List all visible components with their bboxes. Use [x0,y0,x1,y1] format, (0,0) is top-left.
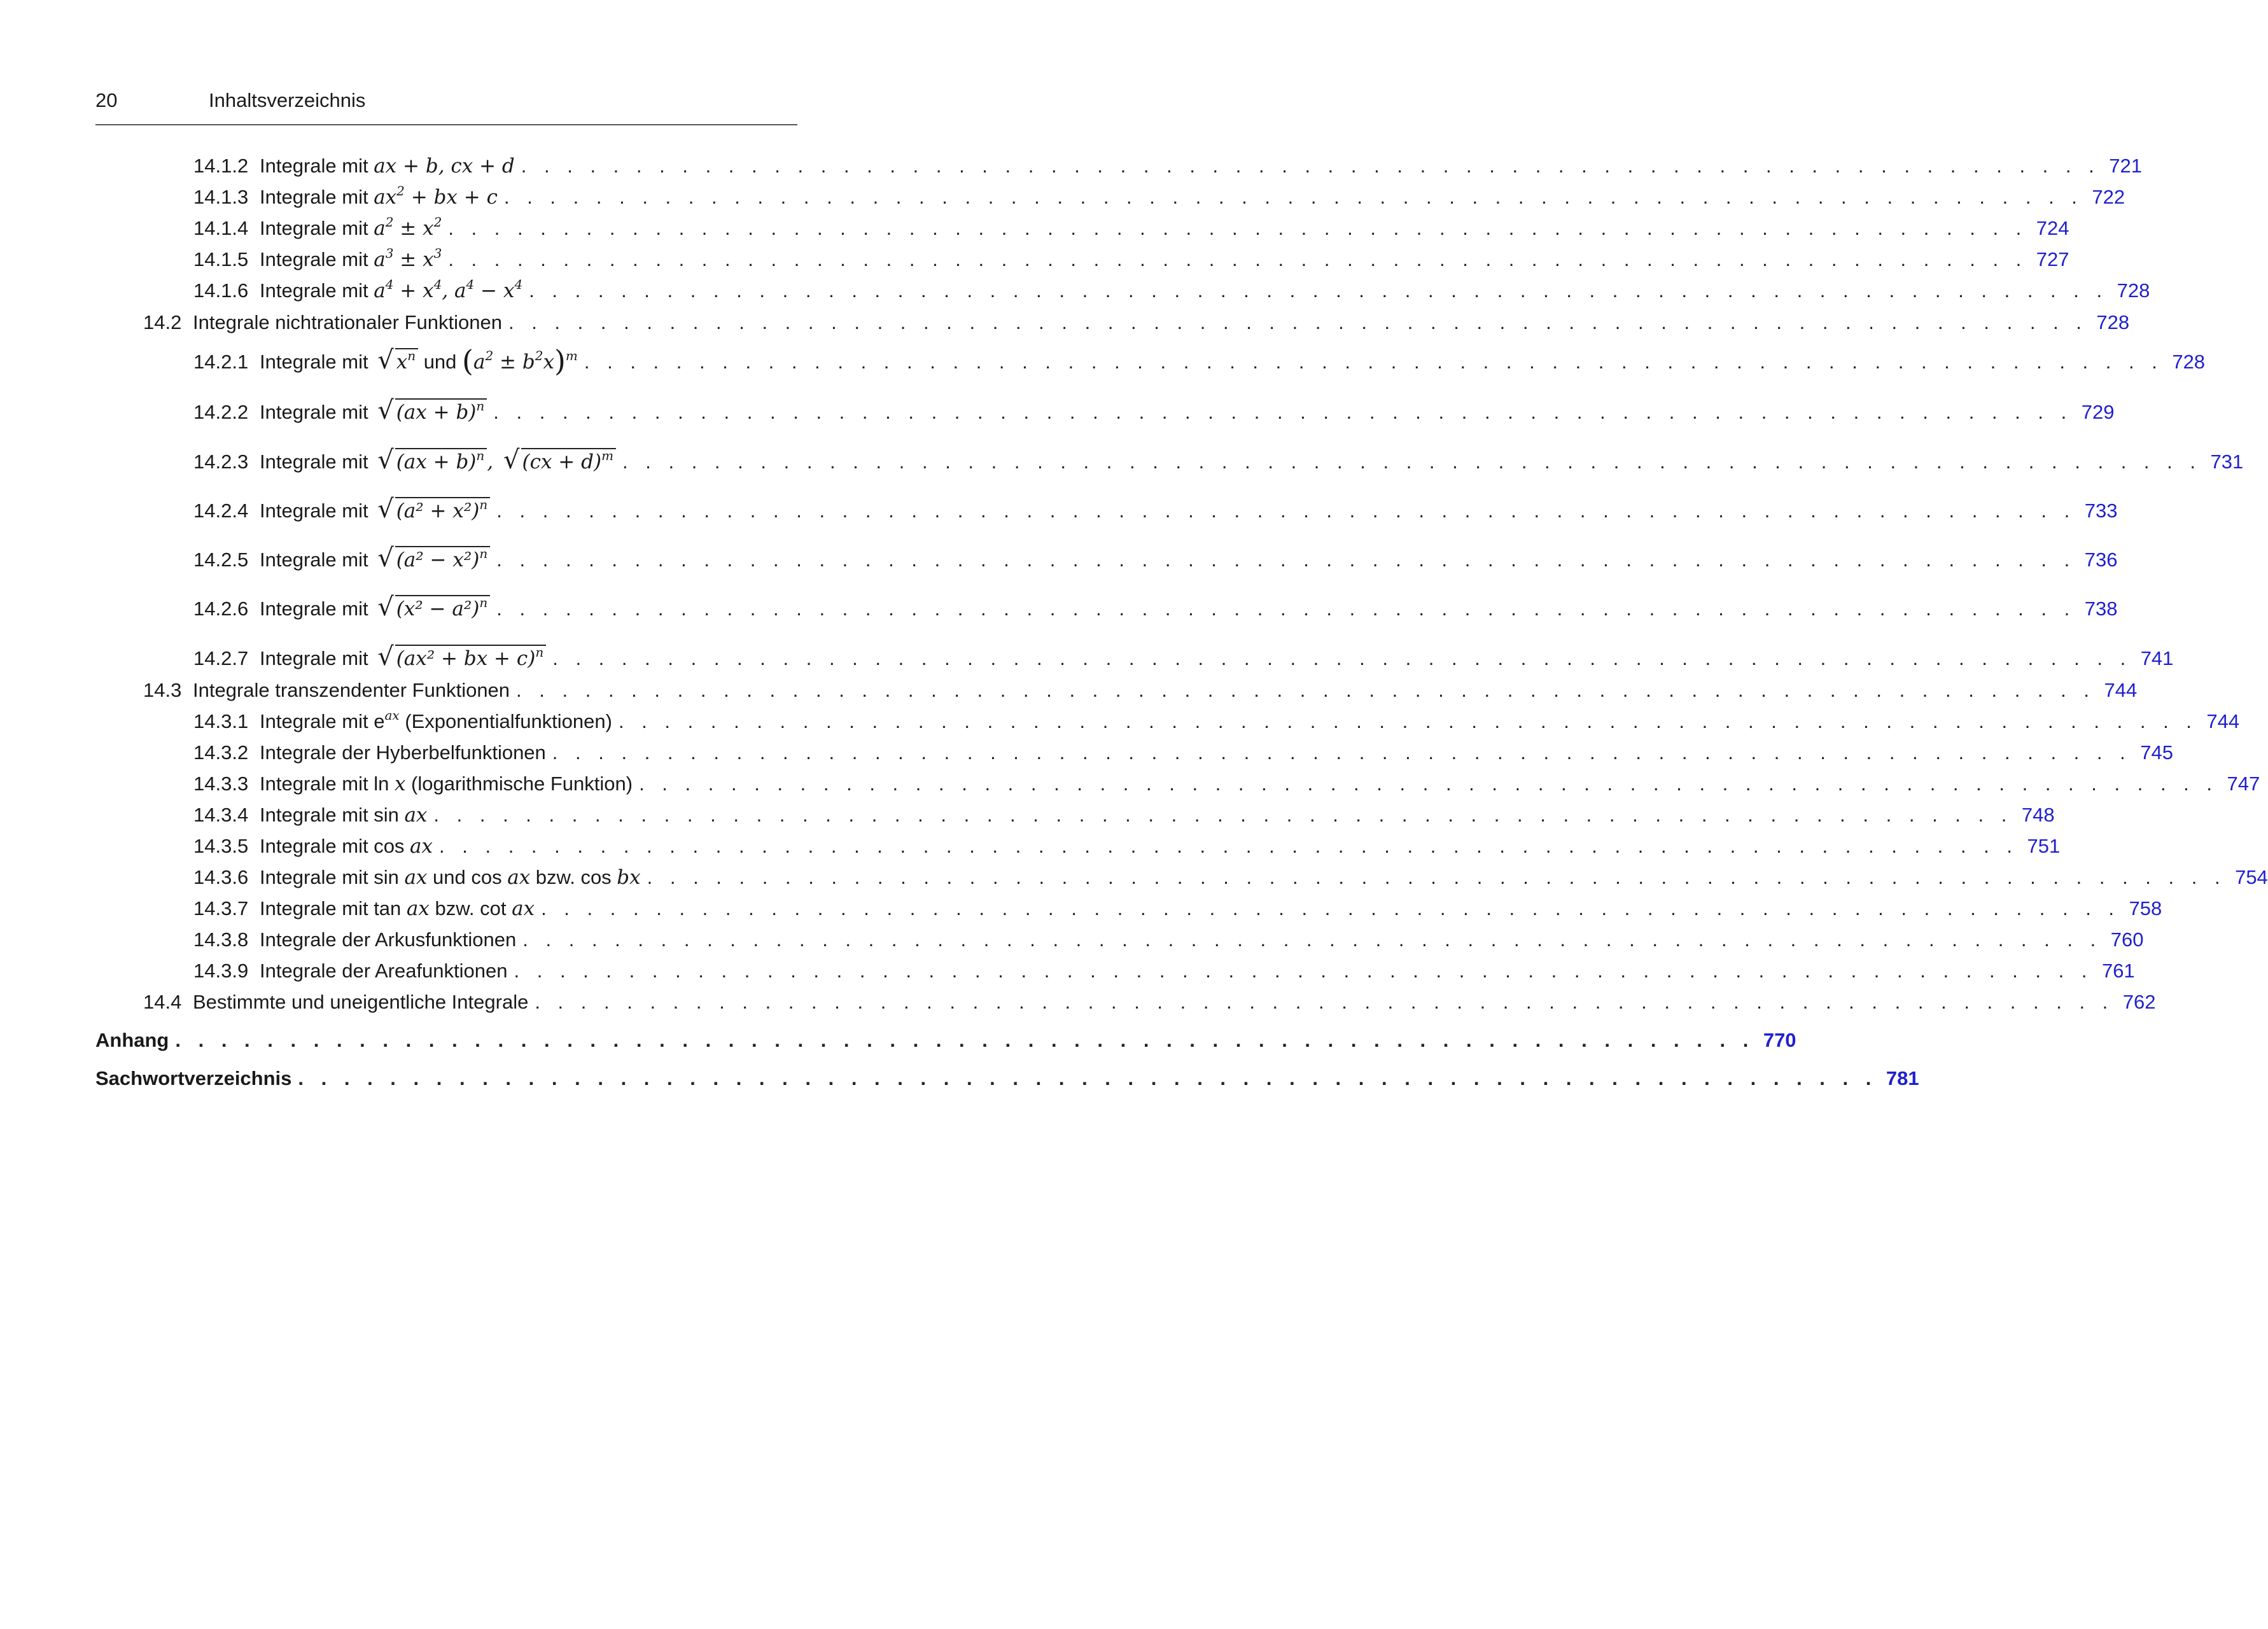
entry-title: Integrale mit √ (ax + b)$^n$ , √ (cx + d)$^m$ [260,445,616,477]
leader-dots: . . . . . . . . . . . . . . . . . . . . . . . . . . . . . . . . . . . . . . . . . . . . . . . . . . . . . . . . . . . . . . . . . . . . . [516,679,2096,701]
page-link[interactable]: 762 [2122,991,2156,1013]
entry-number: 14.2.5 [193,549,249,571]
toc-entry-14-1-5[interactable] [193,245,2069,274]
toc-entry-14-2-7[interactable] [193,642,2174,671]
toc-entry-14-1-2[interactable] [193,151,2142,181]
entry-title: Integrale mit $a^4 + x^4$, $a^4 - x^4$ [260,277,523,302]
leader-dots: . . . . . . . . . . . . . . . . . . . . . . . . . . . . . . . . . . . . . . . . . . . . . . . . . . . . . . . . . . . . . . . . . . . . . [541,897,2120,919]
page-link[interactable]: 724 [2036,217,2069,239]
page-link[interactable]: 754 [2235,866,2268,888]
entry-title: Integrale transzendenter Funktionen [193,679,510,701]
leader-dots: . . . . . . . . . . . . . . . . . . . . . . . . . . . . . . . . . . . . . . . . . . . . . . . . . . . . . . . . . . . . . . . . . . . . . [522,928,2102,951]
toc-entry-anhang[interactable] [95,1026,1796,1055]
leader-dots: . . . . . . . . . . . . . . . . . . . . . . . . . . . . . . . . . . . . . . . . . . . . . . . . . . . . . . . . . . . . . . . . . . . . . [618,710,2198,732]
leader-dots: . . . . . . . . . . . . . . . . . . . . . . . . . . . . . . . . . . . . . . . . . . . . . . . . . . . . . . . . . . . . . . . . . . . . . [448,217,2027,239]
entry-title: Integrale mit $a^3 \pm x^3$ [260,246,442,271]
toc-entry-14-2-5[interactable] [193,543,2118,573]
leader-dots: . . . . . . . . . . . . . . . . . . . . . . . . . . . . . . . . . . . . . . . . . . . . . . . . . . . . . . . . . . . . . . . . . . . . . [493,401,2073,423]
entry-title: Integrale mit √ $(a^2 - x^2)^n$ [260,543,490,575]
page-link[interactable]: 721 [2109,155,2142,177]
toc-entry-14-3-9[interactable] [193,956,2135,986]
entry-number: 14.2.3 [193,451,249,473]
page-link[interactable]: 760 [2110,928,2144,951]
page-link[interactable]: 744 [2206,710,2240,732]
page-link[interactable]: 770 [1763,1029,1796,1051]
entry-number: 14.2.6 [193,598,249,620]
leader-dots: . . . . . . . . . . . . . . . . . . . . . . . . . . . . . . . . . . . . . . . . . . . . . . . . . . . . . . . . . . . . . . . . . . . . . [496,500,2076,522]
leader-dots: . . . . . . . . . . . . . . . . . . . . . . . . . . . . . . . . . . . . . . . . . . . . . . . . . . . . . . . . . . . . . . . . . . . . . [503,186,2083,208]
entry-title: Sachwortverzeichnis [95,1067,292,1089]
entry-number: 14.4 [143,991,182,1013]
toc-entry-14-1-4[interactable] [193,214,2069,243]
page-link[interactable]: 728 [2172,351,2206,373]
leader-dots: . . . . . . . . . . . . . . . . . . . . . . . . . . . . . . . . . . . . . . . . . . . . . . . . . . . . . . . . . . . . . . . . . . . . . [584,351,2164,373]
entry-number: 14.3.3 [193,773,249,795]
entry-title: Integrale mit ln x (logarithmische Funktion) [260,773,633,795]
leader-dots: . . . . . . . . . . . . . . . . . . . . . . . . . . . . . . . . . . . . . . . . . . . . . . . . . . . . . . . . . . . . . . . . . . . . . [508,311,2088,333]
entry-title: Integrale mit $a^2 \pm x^2$ [260,214,442,240]
entry-title: Anhang [95,1029,169,1051]
leader-dots: . . . . . . . . . . . . . . . . . . . . . . . . . . . . . . . . . . . . . . . . . . . . . . . . . . . . . . . . . . . . . . . . . . . . . [552,647,2132,669]
entry-title: Integrale mit √ (ax + b)$^n$ [260,396,487,427]
entry-number: 14.2.1 [193,351,249,373]
page-link[interactable]: 736 [2084,549,2118,571]
page-link[interactable]: 728 [2096,311,2130,333]
toc-entry-sachwortverzeichnis[interactable] [95,1064,1919,1093]
toc-entry-14-3-7[interactable] [193,894,2162,923]
leader-dots: . . . . . . . . . . . . . . . . . . . . . . . . . . . . . . . . . . . . . . . . . . . . . . . . . . . . . . . . . . . . . . . . . . . . . [433,804,2013,826]
page-link[interactable]: 727 [2036,248,2069,270]
entry-title: Integrale mit $e^{ax}$ (Exponentialfunktionen) [260,708,612,732]
page-link[interactable]: 731 [2210,451,2244,473]
entry-title: Bestimmte und uneigentliche Integrale [193,991,529,1013]
entry-title: Integrale mit sin ax [260,804,428,827]
leader-dots: . . . . . . . . . . . . . . . . . . . . . . . . . . . . . . . . . . . . . . . . . . . . . . . . . . . . . . . . . . . . . . . . . . . . . [496,549,2076,571]
entry-number: 14.1.4 [193,217,249,239]
page-link[interactable]: 722 [2092,186,2125,208]
toc-entry-14-3-5[interactable] [193,832,2061,861]
entry-title: Integrale mit √ $(x^2 - a^2)^n$ [260,592,490,624]
page-link[interactable]: 733 [2084,500,2118,522]
leader-dots: . . . . . . . . . . . . . . . . . . . . . . . . . . . . . . . . . . . . . . . . . . . . . . . . . . . . . . . . . . . . . . . . . . . . . [175,1029,1754,1051]
entry-number: 14.1.3 [193,186,249,208]
entry-title: Integrale mit tan ax bzw. cot ax [260,897,535,920]
toc-entry-14-2-4[interactable] [193,494,2118,524]
entry-number: 14.2.7 [193,647,249,669]
leader-dots: . . . . . . . . . . . . . . . . . . . . . . . . . . . . . . . . . . . . . . . . . . . . . . . . . . . . . . . . . . . . . . . . . . . . . [514,960,2093,982]
entry-number: 14.3.4 [193,804,249,826]
leader-dots: . . . . . . . . . . . . . . . . . . . . . . . . . . . . . . . . . . . . . . . . . . . . . . . . . . . . . . . . . . . . . . . . . . . . . [622,451,2202,473]
toc-entry-14-3-2[interactable] [193,738,2173,767]
leader-dots: . . . . . . . . . . . . . . . . . . . . . . . . . . . . . . . . . . . . . . . . . . . . . . . . . . . . . . . . . . . . . . . . . . . . . [521,155,2101,177]
leader-dots: . . . . . . . . . . . . . . . . . . . . . . . . . . . . . . . . . . . . . . . . . . . . . . . . . . . . . . . . . . . . . . . . . . . . . [647,866,2227,888]
leader-dots: . . . . . . . . . . . . . . . . . . . . . . . . . . . . . . . . . . . . . . . . . . . . . . . . . . . . . . . . . . . . . . . . . . . . . [439,835,2019,857]
leader-dots: . . . . . . . . . . . . . . . . . . . . . . . . . . . . . . . . . . . . . . . . . . . . . . . . . . . . . . . . . . . . . . . . . . . . . [298,1067,1877,1089]
toc-entry-14-2-1[interactable] [193,344,2206,378]
page-link[interactable]: 751 [2027,835,2061,857]
toc-entry-14-3[interactable] [143,676,2138,705]
entry-number: 14.3.7 [193,897,249,919]
toc-entry-14-2-3[interactable] [193,445,2244,475]
page-link[interactable]: 738 [2084,598,2118,620]
entry-number: 14.3.6 [193,866,249,888]
entry-number: 14.3.1 [193,710,249,732]
entry-number: 14.3 [143,679,182,701]
toc-entry-14-1-6[interactable] [193,276,2150,305]
toc-entry-14-1-3[interactable] [193,183,2125,212]
toc-entry-14-2-6[interactable] [193,592,2118,622]
page-link[interactable]: 781 [1886,1067,1919,1089]
page-link[interactable]: 761 [2101,960,2135,982]
entry-number: 14.3.5 [193,835,249,857]
entry-title: Integrale nichtrationaler Funktionen [193,311,502,333]
toc-entry-14-3-4[interactable] [193,801,2055,830]
leader-dots: . . . . . . . . . . . . . . . . . . . . . . . . . . . . . . . . . . . . . . . . . . . . . . . . . . . . . . . . . . . . . . . . . . . . . [535,991,2114,1013]
page-link[interactable]: 758 [2129,897,2162,919]
page-link[interactable]: 748 [2021,804,2055,826]
toc-entry-14-3-6[interactable] [193,863,2268,892]
leader-dots: . . . . . . . . . . . . . . . . . . . . . . . . . . . . . . . . . . . . . . . . . . . . . . . . . . . . . . . . . . . . . . . . . . . . . [639,773,2218,795]
entry-number: 14.2 [143,311,182,333]
page-link[interactable]: 745 [2140,741,2173,764]
toc-entry-14-2[interactable] [143,308,2130,337]
toc-entry-14-3-8[interactable] [193,925,2144,954]
entry-number: 14.1.2 [193,155,249,177]
toc-entry-14-3-3[interactable] [193,769,2260,799]
entry-title: Integrale mit sin ax und cos ax bzw. cos bx [260,866,641,889]
entry-title: Integrale mit √ $x^n$ und $(a^2 \pm b^2x)^m$ [260,344,578,378]
page-link[interactable]: 747 [2227,773,2260,795]
entry-number: 14.3.9 [193,960,249,982]
page-link[interactable]: 741 [2140,647,2174,669]
entry-title: Integrale mit $ax^2$ + bx + c [260,183,498,209]
page-link[interactable]: 729 [2081,401,2115,423]
page-number: 20 [95,89,118,111]
entry-number: 14.1.6 [193,279,249,302]
toc-entry-14-2-2[interactable] [193,396,2115,425]
entry-title: Integrale der Hyberbelfunktionen [260,741,546,764]
page-link[interactable]: 728 [2117,279,2150,302]
entry-title: Integrale mit √ (ax² + bx + c)$^n$ [260,642,546,673]
leader-dots: . . . . . . . . . . . . . . . . . . . . . . . . . . . . . . . . . . . . . . . . . . . . . . . . . . . . . . . . . . . . . . . . . . . . . [448,248,2027,270]
leader-dots: . . . . . . . . . . . . . . . . . . . . . . . . . . . . . . . . . . . . . . . . . . . . . . . . . . . . . . . . . . . . . . . . . . . . . [529,279,2108,302]
entry-title: Integrale mit ax + b, cx + d [260,155,515,178]
page-link[interactable]: 744 [2104,679,2138,701]
entry-number: 14.2.4 [193,500,249,522]
entry-number: 14.3.8 [193,928,249,951]
entry-title: Integrale mit √ $(a^2 + x^2)^n$ [260,494,490,526]
entry-number: 14.3.2 [193,741,249,764]
running-title: Inhaltsverzeichnis [209,89,366,111]
entry-number: 14.2.2 [193,401,249,423]
entry-number: 14.1.5 [193,248,249,270]
toc-entry-14-3-1[interactable] [193,707,2240,736]
entry-title: Integrale mit cos ax [260,835,433,858]
entry-title: Integrale der Arkusfunktionen [260,928,517,951]
running-header [95,89,795,115]
header-rule [95,124,797,125]
leader-dots: . . . . . . . . . . . . . . . . . . . . . . . . . . . . . . . . . . . . . . . . . . . . . . . . . . . . . . . . . . . . . . . . . . . . . [496,598,2076,620]
leader-dots: . . . . . . . . . . . . . . . . . . . . . . . . . . . . . . . . . . . . . . . . . . . . . . . . . . . . . . . . . . . . . . . . . . . . . [552,741,2132,764]
toc-entry-14-4[interactable] [143,988,2156,1017]
entry-title: Integrale der Areafunktionen [260,960,508,982]
